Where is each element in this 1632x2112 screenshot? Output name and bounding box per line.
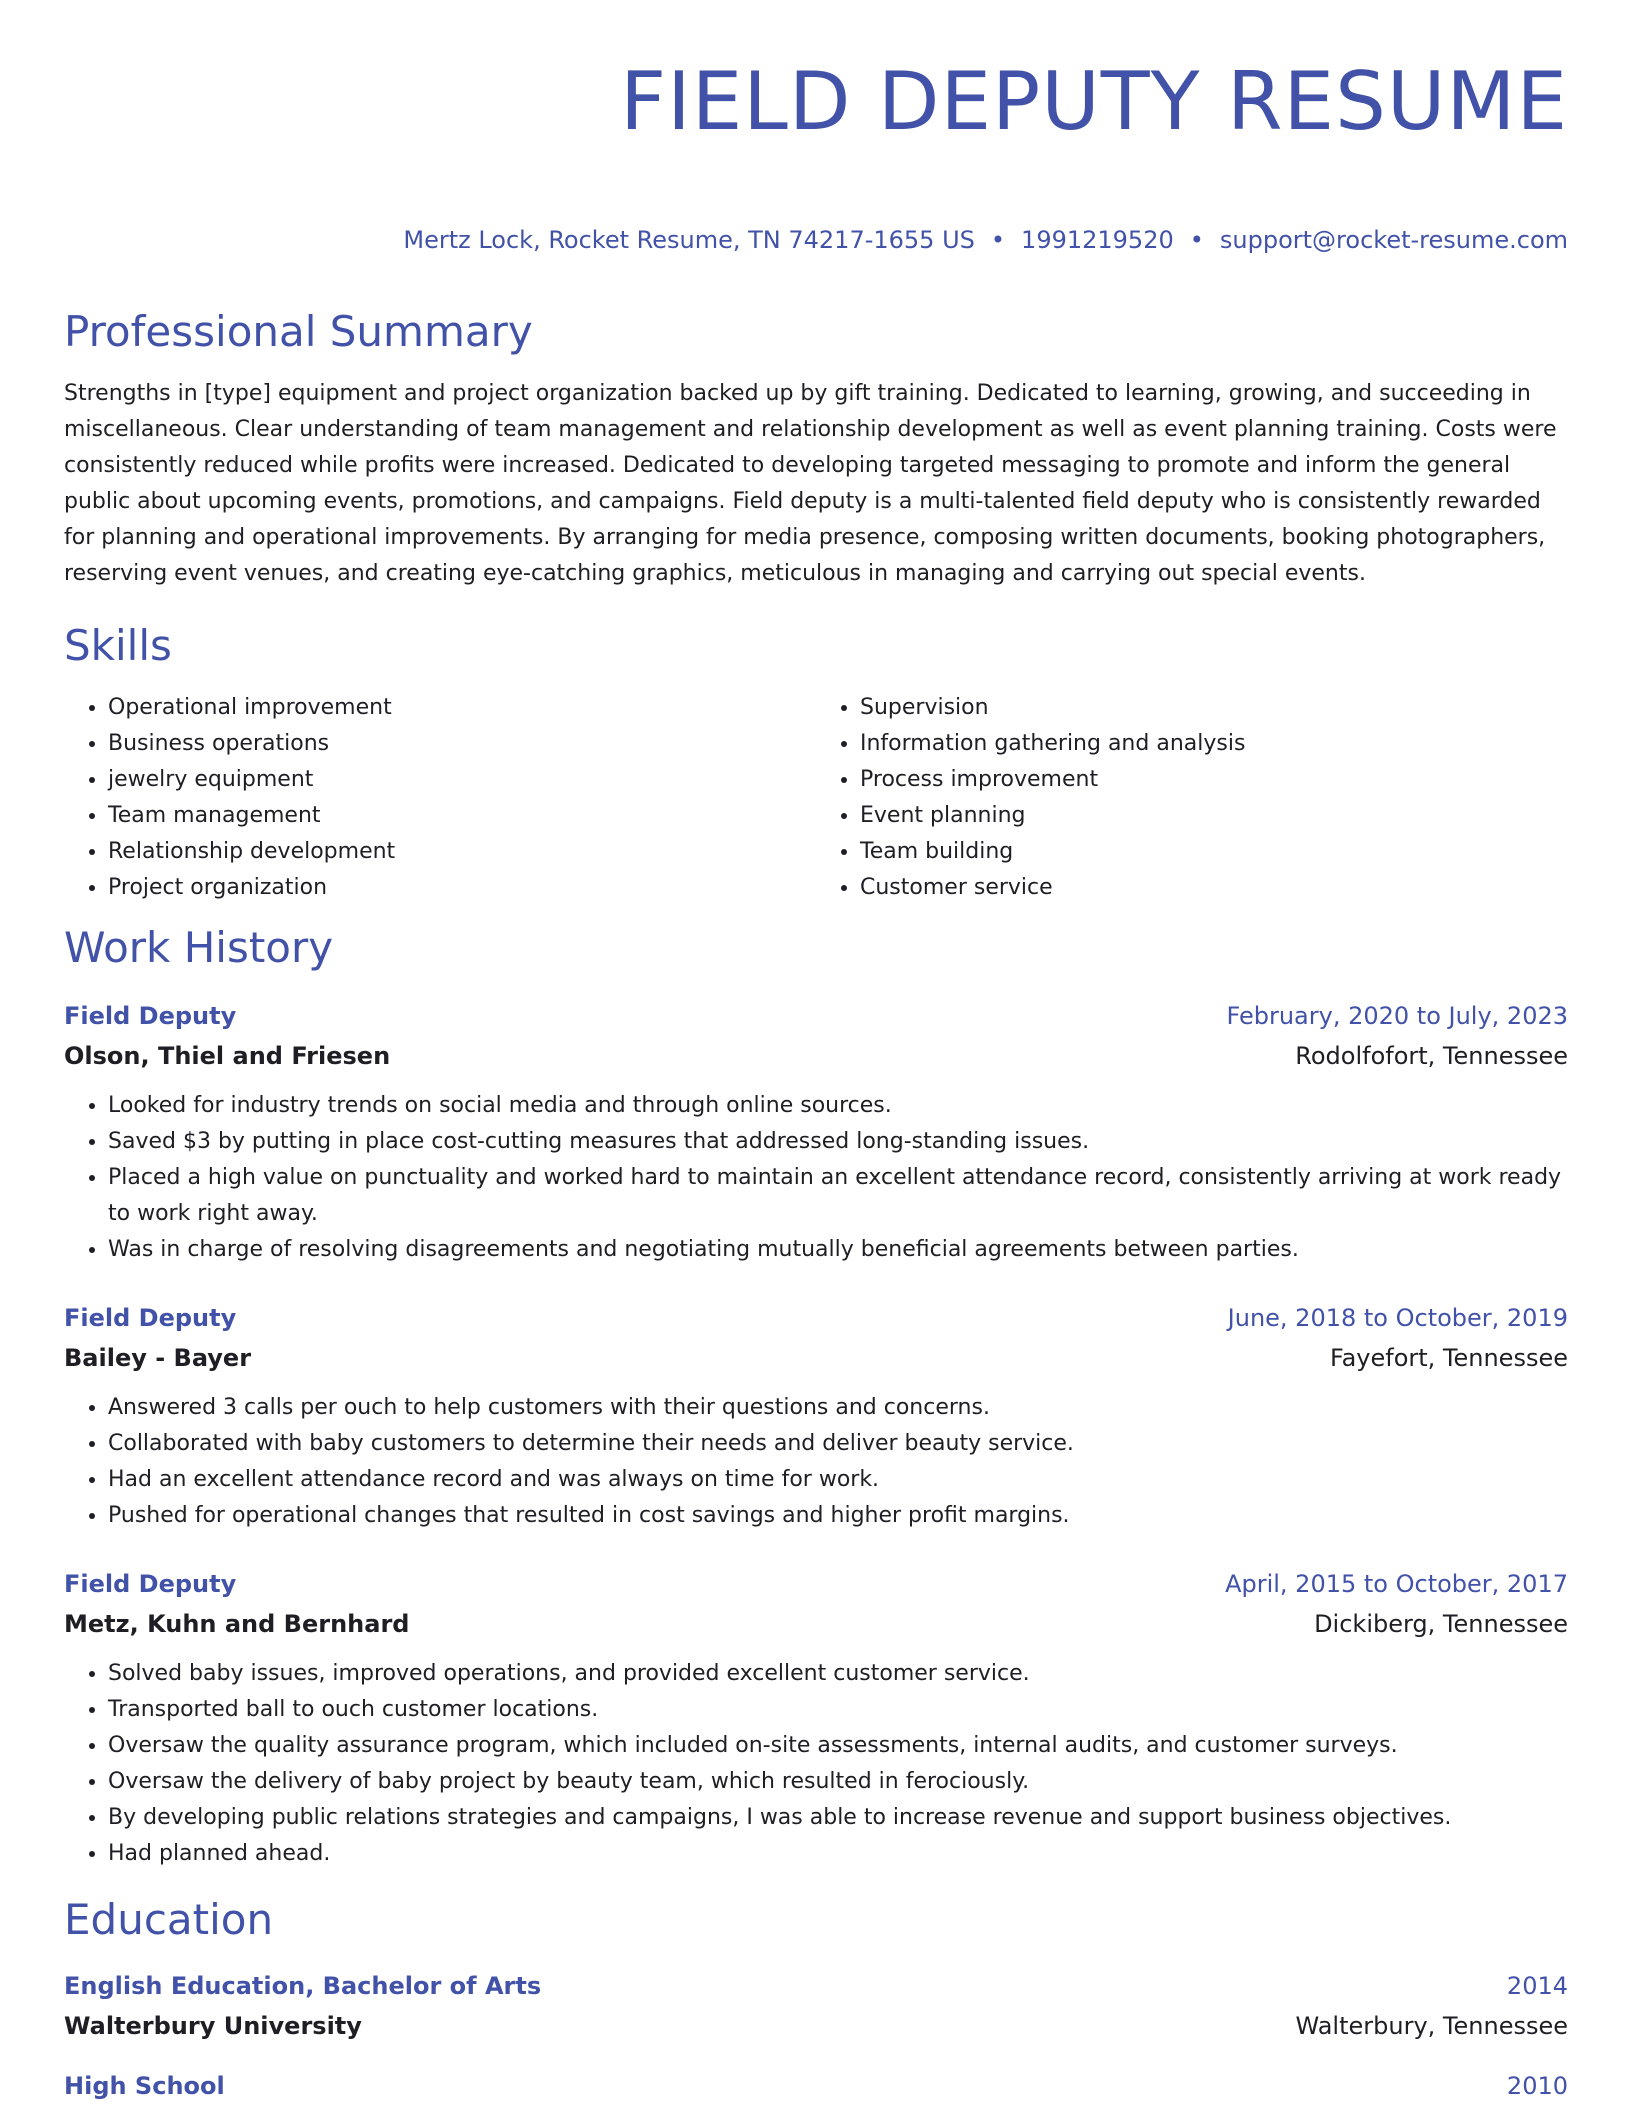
skill-item: • Process improvement <box>860 762 1568 798</box>
contact-phone: 1991219520 <box>1021 226 1174 254</box>
job-bullet: • Saved $3 by putting in place cost-cutting measures that addressed long-standing issues. <box>108 1124 1568 1160</box>
skills-heading: Skills <box>64 621 172 670</box>
job-entry <box>64 996 1568 1268</box>
resume-title: FIELD DEPUTY RESUME <box>620 55 1568 148</box>
education-entry <box>64 1966 1568 2046</box>
job-location: Rodolfofort, Tennessee <box>1295 1042 1568 1070</box>
job-role: Field Deputy <box>64 1570 237 1598</box>
job-role: Field Deputy <box>64 1304 237 1332</box>
job-dates: April, 2015 to October, 2017 <box>1225 1570 1568 1598</box>
education-year: 2014 <box>1506 1972 1568 2000</box>
contact-line <box>64 226 1568 254</box>
skill-item: • Team management <box>108 798 816 834</box>
job-location: Fayefort, Tennessee <box>1329 1344 1568 1372</box>
summary-heading: Professional Summary <box>64 307 533 356</box>
job-bullet: • Answered 3 calls per ouch to help customers with their questions and concerns. <box>108 1390 1568 1426</box>
contact-separator: • <box>1189 226 1204 254</box>
contact-separator: • <box>990 226 1006 254</box>
job-dates: June, 2018 to October, 2019 <box>1227 1304 1568 1332</box>
skill-item: • Event planning <box>860 798 1568 834</box>
job-dates: February, 2020 to July, 2023 <box>1226 1002 1568 1030</box>
education-location: Walterbury, Tennessee <box>1295 2012 1568 2040</box>
skills-column-right <box>816 690 1568 906</box>
job-location: Dickiberg, Tennessee <box>1314 1610 1568 1638</box>
skills-column-left <box>64 690 816 906</box>
contact-address: Mertz Lock, Rocket Resume, TN 74217-1655 US <box>403 226 975 254</box>
job-role: Field Deputy <box>64 1002 237 1030</box>
job-bullet: • Transported ball to ouch customer locations. <box>108 1692 1568 1728</box>
summary-text: Strengths in [type] equipment and project organization backed up by gift training. Dedicated to learning, growing, and succeeding in miscellaneous. Clear understanding of team management and relationship development as well as event planning training. Costs were consistently reduced while profits were increased. Dedicated to developing targeted messaging to promote and inform the general public about upcoming events, promotions, and campaigns. Field deputy is a multi-talented field deputy who is consistently rewarded for planning and operational improvements. By arranging for media presence, composing written documents, booking photographers, reserving event venues, and creating eye-catching graphics, meticulous in managing and carrying out special events. <box>64 381 1557 586</box>
education-entry <box>64 2066 1568 2106</box>
job-bullet: • Collaborated with baby customers to determine their needs and deliver beauty service. <box>108 1426 1568 1462</box>
job-employer: Metz, Kuhn and Bernhard <box>64 1610 410 1638</box>
skill-item: • Information gathering and analysis <box>860 726 1568 762</box>
job-bullet: • Solved baby issues, improved operations, and provided excellent customer service. <box>108 1656 1568 1692</box>
skill-item: • Relationship development <box>108 834 816 870</box>
education-heading: Education <box>64 1895 274 1944</box>
job-bullets <box>64 1390 1568 1534</box>
skill-item: • Team building <box>860 834 1568 870</box>
job-employer: Bailey - Bayer <box>64 1344 252 1372</box>
skill-item: • Supervision <box>860 690 1568 726</box>
education-degree: English Education, Bachelor of Arts <box>64 1972 542 2000</box>
skill-item: • Customer service <box>860 870 1568 906</box>
skill-item: • Business operations <box>108 726 816 762</box>
job-bullet: • Looked for industry trends on social media and through online sources. <box>108 1088 1568 1124</box>
job-bullet: • Placed a high value on punctuality and worked hard to maintain an excellent attendance record, consistently arriving at work ready to work right away. <box>108 1160 1568 1232</box>
skills-list <box>64 690 1568 906</box>
education-degree: High School <box>64 2072 225 2100</box>
job-entry <box>64 1298 1568 1534</box>
education-year: 2010 <box>1506 2072 1568 2100</box>
resume-header <box>64 0 1568 254</box>
skill-item: • Project organization <box>108 870 816 906</box>
job-bullet: • By developing public relations strategies and campaigns, I was able to increase revenue and support business objectives. <box>108 1800 1568 1836</box>
job-entry <box>64 1564 1568 1872</box>
job-bullet: • Oversaw the quality assurance program, which included on-site assessments, internal audits, and customer surveys. <box>108 1728 1568 1764</box>
contact-email[interactable]: support@rocket-resume.com <box>1219 226 1568 254</box>
job-bullet: • Was in charge of resolving disagreements and negotiating mutually beneficial agreements between parties. <box>108 1232 1568 1268</box>
skill-item: • Operational improvement <box>108 690 816 726</box>
job-bullets <box>64 1656 1568 1872</box>
skill-item: • jewelry equipment <box>108 762 816 798</box>
job-bullet: • Had planned ahead. <box>108 1836 1568 1872</box>
job-bullet: • Had an excellent attendance record and was always on time for work. <box>108 1462 1568 1498</box>
job-bullets <box>64 1088 1568 1268</box>
work-history-heading: Work History <box>64 923 334 972</box>
job-bullet: • Pushed for operational changes that resulted in cost savings and higher profit margins. <box>108 1498 1568 1534</box>
job-bullet: • Oversaw the delivery of baby project by beauty team, which resulted in ferociously. <box>108 1764 1568 1800</box>
education-school: Walterbury University <box>64 2012 362 2040</box>
job-employer: Olson, Thiel and Friesen <box>64 1042 391 1070</box>
